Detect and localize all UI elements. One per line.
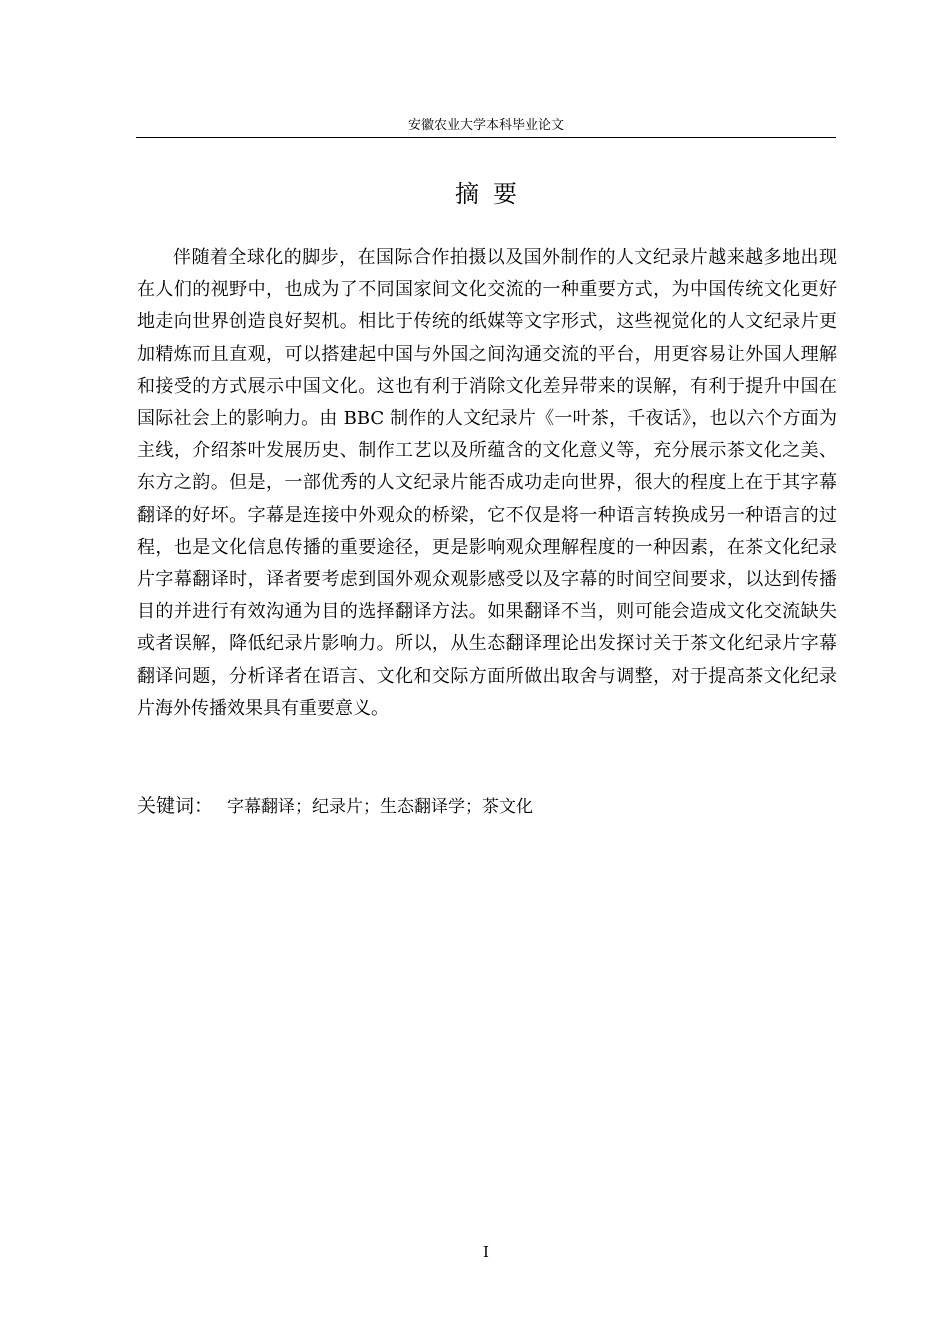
keywords-line [137,792,837,821]
keywords-value: 字幕翻译；纪录片；生态翻译学；茶文化 [227,797,534,817]
abstract-title: 摘要 [455,180,531,208]
header-divider [136,137,836,138]
page-number: I [483,1243,489,1261]
keywords-label: 关键词： [137,795,214,817]
abstract-body: 伴随着全球化的脚步，在国际合作拍摄以及国外制作的人文纪录片越来越多地出现在人们的视野中，也成为了不同国家间文化交流的一种重要方式，为中国传统文化更好地走向世界创造良好契机。相比于传统的纸媒等文字形式，这些视觉化的人文纪录片更加精炼而且直观，可以搭建起中国与外国之间沟通交流的平台，用更容易让外国人理解和接受的方式展示中国文化。这也有利于消除文化差异带来的误解，有利于提升中国在国际社会上的影响力。由 BBC 制作的人文纪录片《一叶茶，千夜话》，也以六个方面为主线，介绍茶叶发展历史、制作工艺以及所蕴含的文化意义等，充分展示茶文化之美、东方之韵。但是，一部优秀的人文纪录片能否成功走向世界，很大的程度上在于其字幕翻译的好坏。字幕是连接中外观众的桥梁，它不仅是将一种语言转换成另一种语言的过程，也是文化信息传播的重要途径，更是影响观众理解程度的一种因素，在茶文化纪录片字幕翻译时，译者要考虑到国外观众观影感受以及字幕的时间空间要求，以达到传播目的并进行有效沟通为目的选择翻译方法。如果翻译不当，则可能会造成文化交流缺失或者误解，降低纪录片影响力。所以，从生态翻译理论出发探讨关于茶文化纪录片字幕翻译问题，分析译者在语言、文化和交际方面所做出取舍与调整，对于提高茶文化纪录片海外传播效果具有重要意义。 [137,247,837,719]
running-header: 安徽农业大学本科毕业论文 [407,118,564,133]
